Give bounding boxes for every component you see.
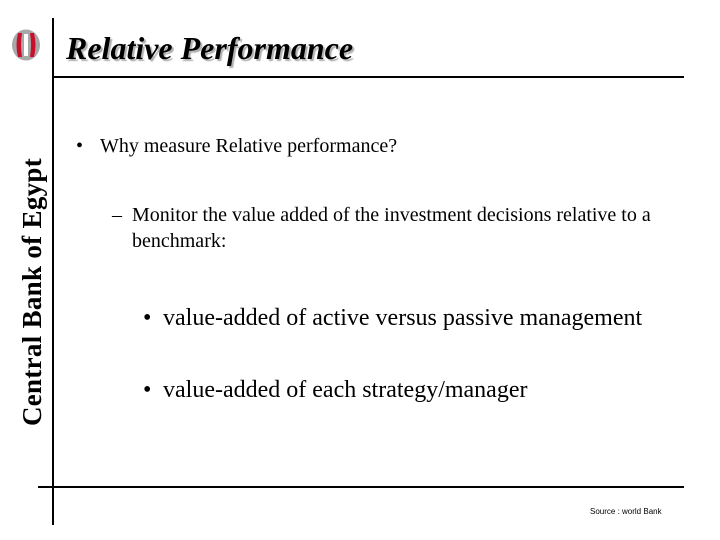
title-underline (52, 76, 684, 78)
bullet-level3-text: value-added of each strategy/manager (163, 377, 528, 403)
bullet-level3-item (143, 374, 683, 406)
bullet-level1-text: Why measure Relative performance? (100, 135, 398, 157)
source-note: Source : world Bank (590, 507, 662, 516)
vertical-divider (52, 18, 54, 525)
bank-name-vertical: Central Bank of Egypt (17, 157, 47, 427)
bullet-level2-text: Monitor the value added of the investment decisions relative to a benchmark: (132, 204, 651, 252)
bullet-mark: • (76, 135, 84, 157)
central-bank-logo-icon (11, 28, 41, 62)
bullet-mark: • (143, 377, 152, 403)
bullet-mark: • (143, 305, 152, 331)
bullet-level2 (112, 202, 672, 254)
bullet-level1 (76, 133, 397, 159)
page-title: Relative Performance (66, 30, 354, 66)
bullet-level3-text: value-added of active versus passive management (163, 305, 643, 331)
footer-divider (38, 486, 684, 488)
dash-mark: – (112, 204, 122, 226)
bullet-level3-item (143, 302, 683, 334)
